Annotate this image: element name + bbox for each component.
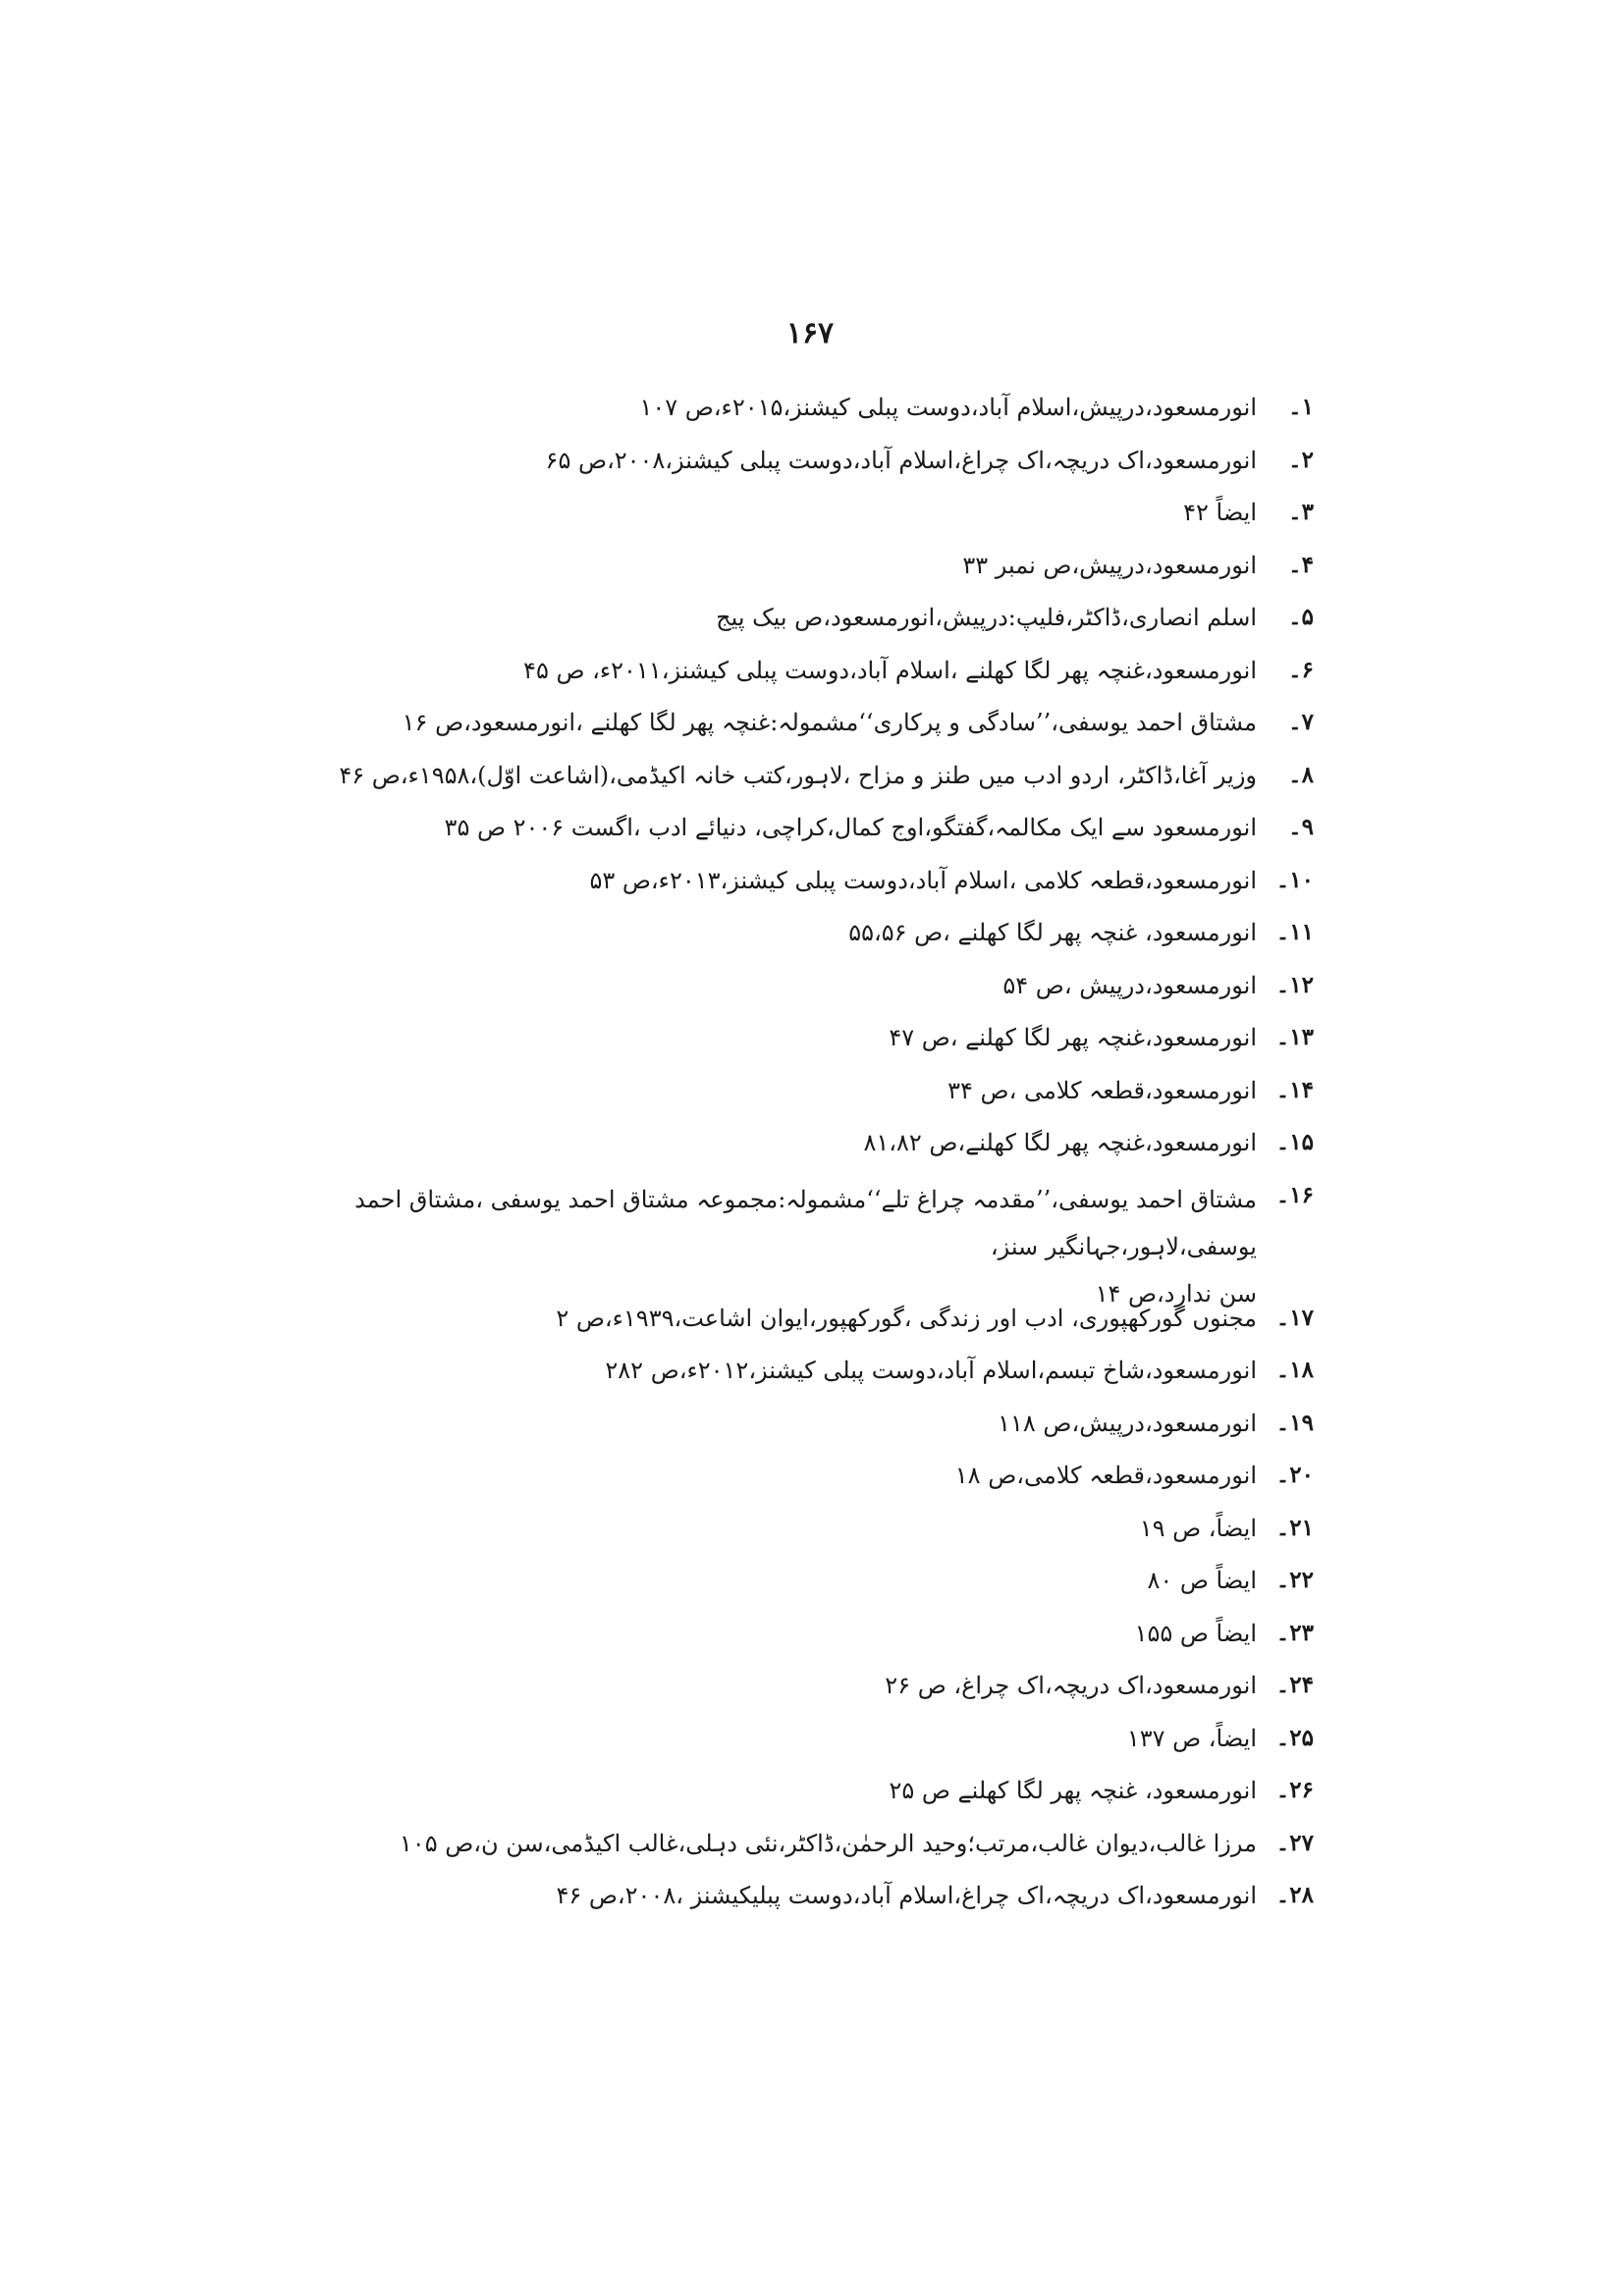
footnote-text: ایضاً ۴۲ <box>1183 499 1257 526</box>
footnote-number: ۱۶۔ <box>1275 1181 1314 1208</box>
footnote-number: ۲۳۔ <box>1275 1619 1314 1646</box>
footnote-number: ۲۵۔ <box>1275 1724 1314 1751</box>
footnote-19 <box>234 1404 1314 1457</box>
footnote-18 <box>234 1351 1314 1404</box>
footnote-number: ۱۴۔ <box>1275 1076 1314 1103</box>
footnote-27 <box>234 1824 1314 1877</box>
footnote-number: ۱۸۔ <box>1275 1357 1314 1383</box>
footnote-number: ۱۵۔ <box>1275 1129 1314 1155</box>
footnote-number: ۲۴۔ <box>1275 1672 1314 1698</box>
footnote-text: انورمسعود،اک دریچہ،اک چراغ، ص ۲۶ <box>885 1672 1257 1699</box>
footnote-text: مشتاق احمد یوسفی،’’سادگی و پرکاری‘‘مشمولہ:غنچہ پھر لگا کھلنے ،انورمسعود،ص ۱۶ <box>402 709 1257 736</box>
footnote-9 <box>234 808 1314 861</box>
footnote-15 <box>234 1123 1314 1176</box>
footnote-number: ۱۔ <box>1288 394 1314 420</box>
footnote-text: انورمسعود،اک دریچہ،اک چراغ،اسلام آباد،دوست پبلیکیشنز ،۲۰۰۸،ص ۴۶ <box>556 1882 1257 1909</box>
footnote-6 <box>234 651 1314 704</box>
footnote-text: اسلم انصاری،ڈاکٹر،فلیپ:درپیش،انورمسعود،ص بیک پیج <box>716 604 1257 631</box>
footnote-number: ۴۔ <box>1288 551 1314 578</box>
footnote-13 <box>234 1018 1314 1071</box>
footnote-number: ۲۲۔ <box>1275 1567 1314 1593</box>
footnote-number: ۱۳۔ <box>1275 1024 1314 1050</box>
footnote-text: ایضاً، ص ۱۹ <box>1139 1514 1257 1542</box>
footnote-number: ۱۲۔ <box>1275 971 1314 998</box>
footnote-number: ۲۔ <box>1288 446 1314 473</box>
footnote-text: انورمسعود،اک دریچہ،اک چراغ،اسلام آباد،دوست پبلی کیشنز،۲۰۰۸،ص ۶۵ <box>545 446 1257 474</box>
footnotes-list <box>234 388 1314 1929</box>
footnote-text: انورمسعود،درپیش ،ص ۵۴ <box>1002 971 1257 999</box>
footnote-25 <box>234 1719 1314 1772</box>
footnote-number: ۲۱۔ <box>1275 1514 1314 1541</box>
footnote-number: ۱۰۔ <box>1275 866 1314 893</box>
footnote-number: ۲۶۔ <box>1275 1777 1314 1803</box>
footnote-text: انورمسعود،غنچہ پھر لگا کھلنے،ص ۸۱،۸۲ <box>863 1129 1257 1156</box>
footnote-number: ۷۔ <box>1288 709 1314 735</box>
footnote-text: انورمسعود،درپیش،اسلام آباد،دوست پبلی کیشنز،۲۰۱۵ء،ص ۱۰۷ <box>639 394 1257 421</box>
footnote-4 <box>234 546 1314 599</box>
footnote-number: ۵۔ <box>1288 604 1314 630</box>
footnote-2 <box>234 441 1314 494</box>
footnote-text: انورمسعود سے ایک مکالمہ،گفتگو،اوج کمال،کراچی، دنیائے ادب ،اگست ۲۰۰۶ ص ۳۵ <box>444 814 1257 841</box>
footnote-14 <box>234 1071 1314 1124</box>
footnote-number: ۱۱۔ <box>1275 919 1314 945</box>
footnote-26 <box>234 1771 1314 1824</box>
footnote-text <box>234 1176 1257 1317</box>
footnote-12 <box>234 966 1314 1019</box>
footnote-number: ۲۰۔ <box>1275 1462 1314 1488</box>
footnote-number: ۶۔ <box>1288 656 1314 683</box>
footnote-text: انورمسعود،قطعہ کلامی ،ص ۳۴ <box>947 1076 1257 1104</box>
footnote-text-line-2: سن ندارد،ص ۱۴ <box>1095 1279 1257 1308</box>
page-number: ۱۶۷ <box>785 316 835 350</box>
footnote-1 <box>234 388 1314 441</box>
footnote-number: ۸۔ <box>1288 761 1314 788</box>
footnote-text: ایضاً، ص ۱۳۷ <box>1126 1724 1257 1752</box>
footnote-21 <box>234 1509 1314 1562</box>
footnote-23 <box>234 1614 1314 1667</box>
footnote-text: انورمسعود،درپیش،ص نمبر ۳۳ <box>962 551 1257 579</box>
footnote-text: انورمسعود،غنچہ پھر لگا کھلنے ،ص ۴۷ <box>889 1024 1257 1051</box>
footnote-11 <box>234 913 1314 966</box>
footnote-5 <box>234 598 1314 651</box>
footnote-text: مرزا غالب،دیوان غالب،مرتب؛وحید الرحمٰن،ڈاکٹر،نئی دہلی،غالب اکیڈمی،سن ن،ص ۱۰۵ <box>399 1829 1257 1857</box>
footnote-10 <box>234 861 1314 914</box>
footnote-7 <box>234 703 1314 756</box>
footnote-text: انورمسعود،قطعہ کلامی،ص ۱۸ <box>954 1462 1257 1489</box>
footnote-text: مجنوں گورکھپوری، ادب اور زندگی ،گورکھپور،ایوان اشاعت،۱۹۳۹ء،ص ۲ <box>556 1304 1257 1332</box>
footnote-text: انورمسعود،قطعہ کلامی ،اسلام آباد،دوست پبلی کیشنز،۲۰۱۳ء،ص ۵۳ <box>589 866 1257 894</box>
footnote-number: ۲۸۔ <box>1275 1882 1314 1908</box>
footnote-17 <box>234 1299 1314 1352</box>
footnote-number: ۳۔ <box>1288 499 1314 525</box>
footnote-22 <box>234 1561 1314 1614</box>
footnote-text: انورمسعود،غنچہ پھر لگا کھلنے ،اسلام آباد،دوست پبلی کیشنز،۲۰۱۱ء، ص ۴۵ <box>523 656 1257 684</box>
footnote-text: وزیر آغا،ڈاکٹر، اردو ادب میں طنز و مزاح ،لاہور،کتب خانہ اکیڈمی،(اشاعت اوّل)،۱۹۵۸ء،ص ۴۶ <box>339 761 1257 789</box>
footnote-text: ایضاً ص ۸۰ <box>1147 1567 1257 1594</box>
footnote-3 <box>234 493 1314 546</box>
footnote-text: انورمسعود،درپیش،ص ۱۱۸ <box>998 1409 1257 1437</box>
footnote-number: ۱۷۔ <box>1275 1304 1314 1331</box>
footnote-text: انورمسعود، غنچہ پھر لگا کھلنے ص ۲۵ <box>889 1777 1257 1804</box>
footnote-24 <box>234 1666 1314 1719</box>
footnote-20 <box>234 1456 1314 1509</box>
footnote-text: انورمسعود، غنچہ پھر لگا کھلنے ،ص ۵۵،۵۶ <box>848 919 1257 946</box>
footnote-text-line-1: مشتاق احمد یوسفی،’’مقدمہ چراغ تلے‘‘مشمولہ:مجموعہ مشتاق احمد یوسفی ،مشتاق احمد یوسفی،لاہور،جہانگیر سنز، <box>354 1185 1257 1260</box>
footnote-16 <box>234 1176 1314 1308</box>
footnote-text: ایضاً ص ۱۵۵ <box>1134 1619 1257 1647</box>
footnote-28 <box>234 1876 1314 1929</box>
footnote-8 <box>234 756 1314 809</box>
footnote-number: ۹۔ <box>1288 814 1314 840</box>
footnote-number: ۲۷۔ <box>1275 1829 1314 1856</box>
footnote-text: انورمسعود،شاخ تبسم،اسلام آباد،دوست پبلی کیشنز،۲۰۱۲ء،ص ۲۸۲ <box>605 1357 1257 1384</box>
footnote-number: ۱۹۔ <box>1275 1409 1314 1436</box>
